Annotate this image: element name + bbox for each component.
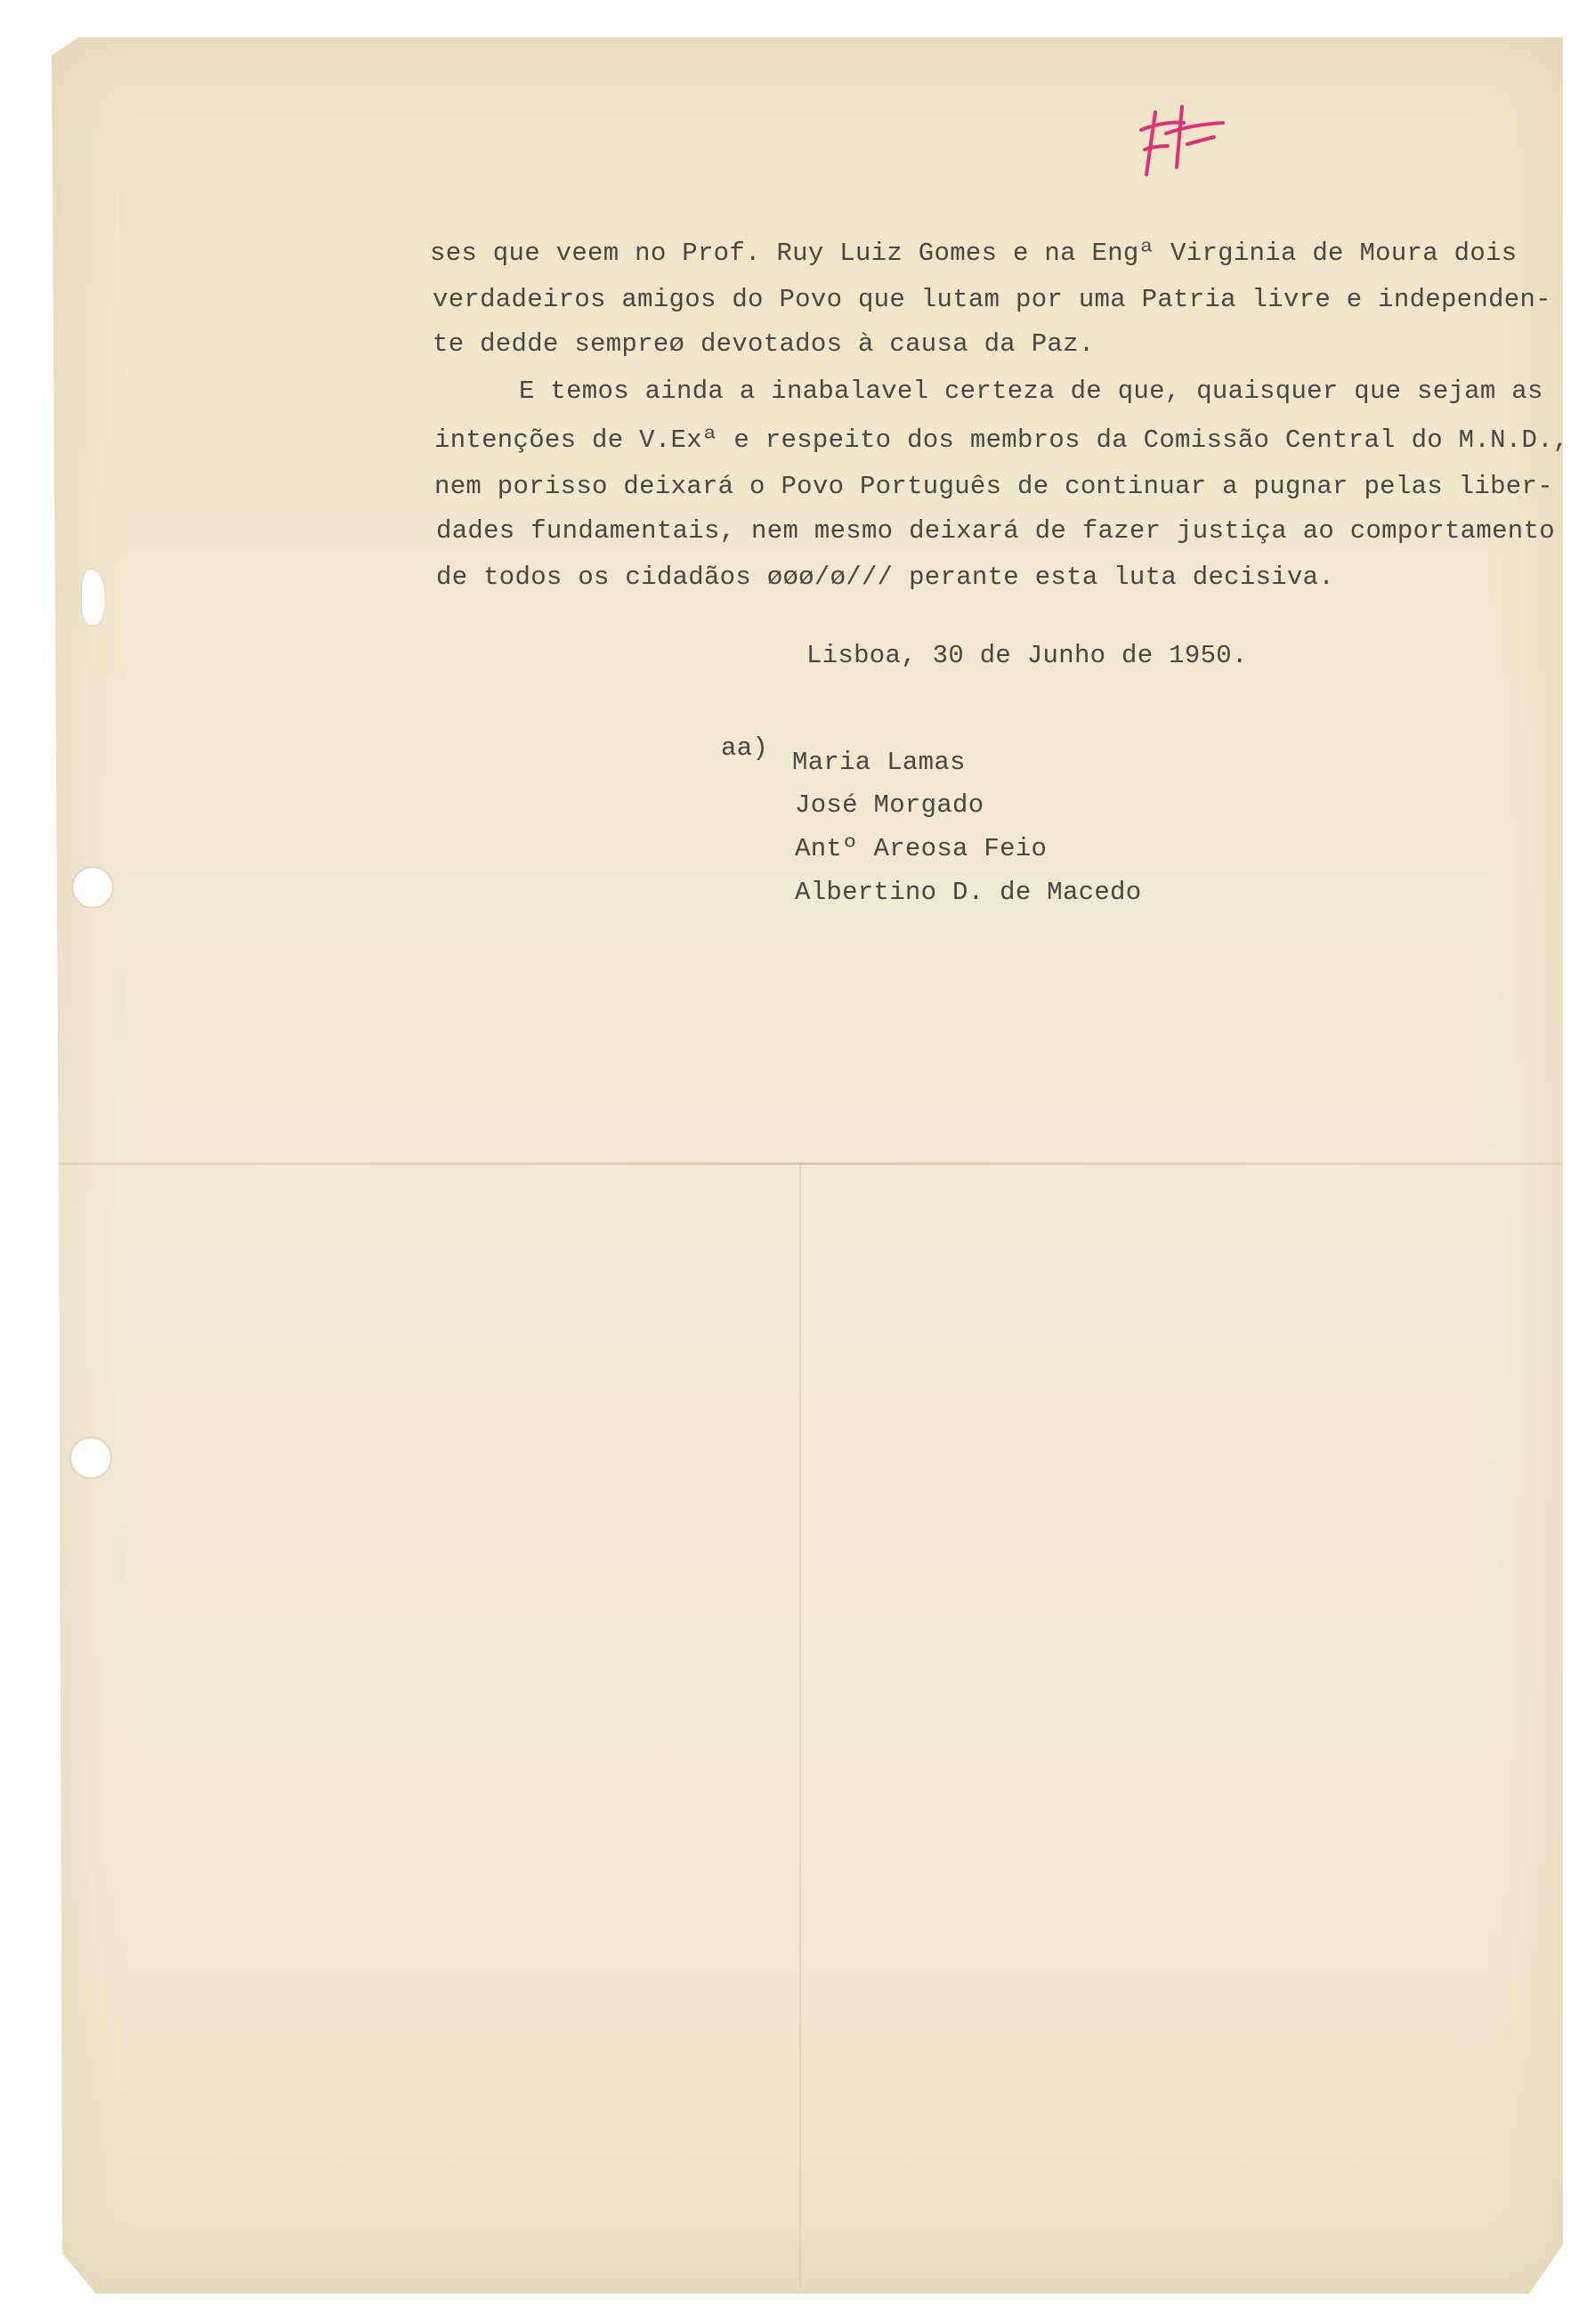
body-line-8: de todos os cidadãos øøø/ø/// perante esta luta decisiva. [436,563,1335,592]
body-line-3: te dedde sempreø devotados à causa da Paz. [433,329,1095,359]
signatory-name: José Morgado [795,790,984,820]
signatory-name: Albertino D. de Macedo [795,878,1142,907]
vertical-fold-crease [799,1166,801,2288]
signatories-prefix: aa) [721,733,769,763]
body-line-5: intenções de V.Exª e respeito dos membros da Comissão Central do M.N.D., [434,425,1569,455]
punch-hole-lower [71,1438,110,1478]
body-line-4: E temos ainda a inabalavel certeza de que, quaisquer que sejam as [519,377,1543,406]
body-line-2: verdadeiros amigos do Povo que lutam por uma Patria livre e independen- [433,285,1551,314]
body-line-7: dades fundamentais, nem mesmo deixará de fazer justiça ao comportamento [436,516,1555,546]
signatory-name: Maria Lamas [792,748,966,777]
body-line-1: ses que veem no Prof. Ruy Luiz Gomes e na Engª Virginia de Moura dois [430,239,1518,268]
horizontal-fold-crease [52,1162,1563,1165]
body-line-6: nem porisso deixará o Povo Português de continuar a pugnar pelas liber- [434,472,1553,501]
punch-hole-upper [73,868,112,907]
signatory-name: Antº Areosa Feio [795,834,1048,863]
handwritten-annotation-mark [1129,105,1235,185]
date-line: Lisboa, 30 de Junho de 1950. [806,641,1248,670]
